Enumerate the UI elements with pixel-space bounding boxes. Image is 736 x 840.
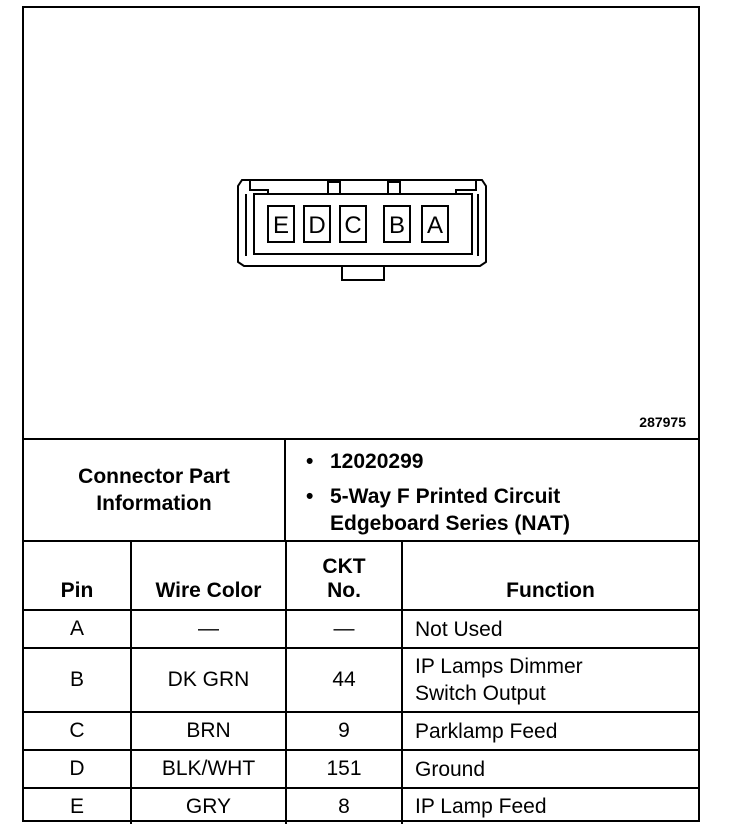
part-description-bullet bbox=[306, 485, 561, 509]
header-wire-color: Wire Color bbox=[131, 542, 286, 610]
table-row bbox=[24, 750, 698, 788]
connector-chart-frame bbox=[22, 6, 700, 822]
cell-function: IP Lamp Feed bbox=[402, 788, 698, 824]
part-info-label bbox=[24, 440, 286, 540]
header-pin: Pin bbox=[24, 542, 131, 610]
part-info-section bbox=[24, 438, 698, 542]
table-row bbox=[24, 648, 698, 712]
part-number-bullet bbox=[306, 450, 424, 474]
connector-top-notch-right bbox=[388, 182, 400, 194]
cell-wire-color: DK GRN bbox=[131, 648, 286, 712]
connector-drawing bbox=[24, 8, 698, 438]
bullet-dot: • bbox=[306, 485, 314, 508]
cell-function-line1: IP Lamps Dimmer bbox=[415, 655, 583, 678]
part-info-label-line1: Connector Part bbox=[78, 465, 230, 488]
cell-ckt: 151 bbox=[286, 750, 402, 788]
pin-label-c: C bbox=[344, 212, 362, 239]
header-ckt bbox=[286, 542, 402, 610]
cell-pin: D bbox=[24, 750, 131, 788]
part-description-line1: 5-Way F Printed Circuit bbox=[330, 485, 561, 508]
pin-label-a: A bbox=[426, 212, 444, 239]
cell-ckt: 44 bbox=[286, 648, 402, 712]
connector-diagram bbox=[24, 8, 698, 438]
cell-function: Not Used bbox=[402, 610, 698, 648]
cell-ckt: 8 bbox=[286, 788, 402, 824]
table-row bbox=[24, 712, 698, 750]
part-info-details bbox=[286, 440, 698, 540]
cell-ckt: — bbox=[286, 610, 402, 648]
cell-ckt: 9 bbox=[286, 712, 402, 750]
header-ckt-line1: CKT bbox=[322, 555, 366, 578]
cell-function: Ground bbox=[402, 750, 698, 788]
header-ckt-line2: No. bbox=[327, 579, 361, 602]
part-description-bullet-cont bbox=[330, 512, 570, 536]
cell-function bbox=[402, 648, 698, 712]
table-row bbox=[24, 610, 698, 648]
cell-wire-color: BRN bbox=[131, 712, 286, 750]
bullet-dot: • bbox=[306, 450, 314, 473]
pin-label-e: E bbox=[272, 212, 290, 239]
cell-wire-color: GRY bbox=[131, 788, 286, 824]
part-info-label-line2: Information bbox=[96, 492, 212, 515]
figure-number: 287975 bbox=[639, 414, 686, 430]
cell-wire-color: — bbox=[131, 610, 286, 648]
cell-wire-color: BLK/WHT bbox=[131, 750, 286, 788]
pin-label-d: D bbox=[308, 212, 326, 239]
pin-table bbox=[24, 542, 698, 824]
cell-function: Parklamp Feed bbox=[402, 712, 698, 750]
cell-pin: C bbox=[24, 712, 131, 750]
table-row bbox=[24, 788, 698, 824]
part-description-line2: Edgeboard Series (NAT) bbox=[330, 512, 570, 535]
pin-label-b: B bbox=[388, 212, 406, 239]
part-number: 12020299 bbox=[330, 450, 424, 473]
cell-pin: A bbox=[24, 610, 131, 648]
cell-pin: E bbox=[24, 788, 131, 824]
cell-function-line2: Switch Output bbox=[415, 682, 546, 705]
table-header-row bbox=[24, 542, 698, 610]
connector-top-notch-left bbox=[328, 182, 340, 194]
cell-pin: B bbox=[24, 648, 131, 712]
header-function: Function bbox=[402, 542, 698, 610]
connector-latch bbox=[342, 266, 384, 280]
